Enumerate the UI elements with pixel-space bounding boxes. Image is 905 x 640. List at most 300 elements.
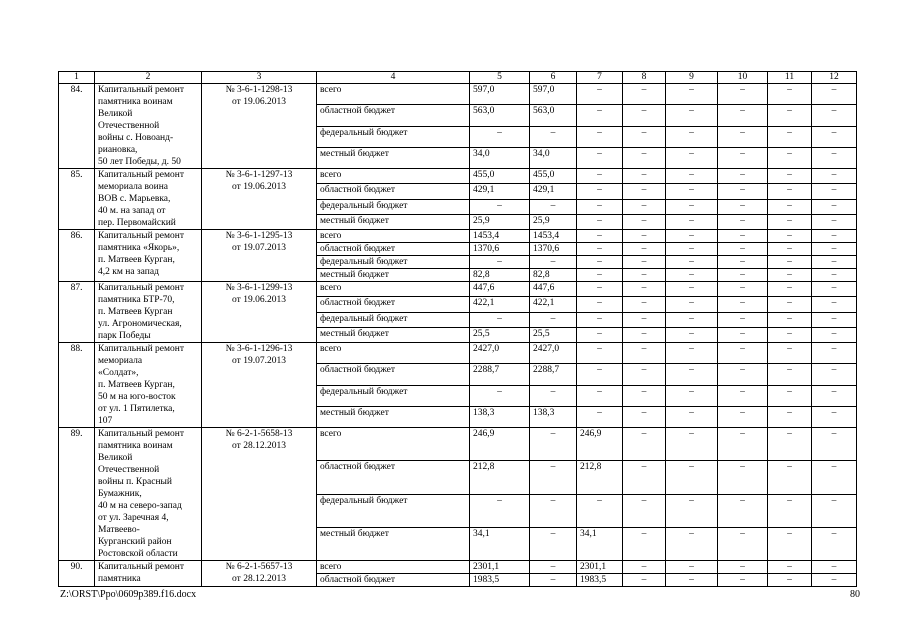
object-name (95, 84, 202, 169)
funding-source: местный бюджет (317, 327, 470, 342)
funding-source: областной бюджет (317, 184, 470, 199)
amount-cell: – (577, 184, 623, 199)
object-name-line: Капитальный ремонт (98, 85, 185, 95)
table-row (59, 169, 857, 184)
amount-cell: – (718, 574, 768, 587)
amount-cell: 2427,0 (530, 343, 577, 364)
amount-cell: – (666, 385, 718, 406)
column-number-5: 5 (470, 72, 530, 84)
amount-cell: – (577, 282, 623, 297)
object-name-line: Капитальный ремонт (98, 344, 185, 354)
amount-cell: – (812, 282, 857, 297)
amount-cell: – (812, 561, 857, 574)
funding-source: всего (317, 428, 470, 461)
amount-cell: – (812, 527, 857, 560)
table-row (59, 84, 857, 105)
column-number-4: 4 (317, 72, 470, 84)
amount-cell: – (666, 494, 718, 527)
document-reference (202, 282, 317, 343)
amount-cell: – (768, 230, 812, 243)
document-reference-line: от 28.12.2013 (232, 441, 286, 451)
amount-cell: – (666, 199, 718, 214)
amount-cell: – (623, 184, 666, 199)
amount-cell: – (718, 126, 768, 147)
amount-cell: – (666, 343, 718, 364)
document-reference (202, 169, 317, 230)
table-row (59, 561, 857, 574)
document-reference-line: № 3-6-1-1296-13 (225, 344, 293, 354)
document-reference-line: № 3-6-1-1297-13 (225, 170, 293, 180)
amount-cell: – (718, 385, 768, 406)
column-number-10: 10 (718, 72, 768, 84)
object-name-line: Великой (98, 453, 133, 463)
document-reference-line: № 3-6-1-1298-13 (225, 85, 293, 95)
amount-cell: – (666, 169, 718, 184)
amount-cell: – (623, 243, 666, 256)
amount-cell: 429,1 (470, 184, 530, 199)
amount-cell: – (768, 385, 812, 406)
document-reference-line: от 19.06.2013 (232, 97, 286, 107)
amount-cell: – (530, 312, 577, 327)
funding-source: федеральный бюджет (317, 256, 470, 269)
amount-cell: – (768, 364, 812, 385)
column-number-3: 3 (202, 72, 317, 84)
table-row (59, 343, 857, 364)
amount-cell: – (812, 126, 857, 147)
document-reference (202, 561, 317, 587)
amount-cell: 597,0 (470, 84, 530, 105)
amount-cell: 422,1 (470, 297, 530, 312)
amount-cell: – (623, 269, 666, 282)
amount-cell: – (812, 406, 857, 427)
table-row (59, 282, 857, 297)
object-name-line: п. Матвеев Курган (98, 307, 173, 317)
entry-number: 85. (59, 169, 95, 230)
amount-cell: – (577, 243, 623, 256)
amount-cell: – (530, 199, 577, 214)
funding-source: областной бюджет (317, 105, 470, 126)
object-name-line: 107 (98, 416, 113, 426)
amount-cell: – (718, 243, 768, 256)
document-reference-line: от 19.06.2013 (232, 295, 286, 305)
funding-source: областной бюджет (317, 574, 470, 587)
amount-cell: – (812, 327, 857, 342)
amount-cell: 138,3 (470, 406, 530, 427)
amount-cell: – (666, 574, 718, 587)
amount-cell: 82,8 (530, 269, 577, 282)
amount-cell: – (666, 406, 718, 427)
amount-cell: – (623, 385, 666, 406)
amount-cell: – (530, 574, 577, 587)
funding-source: областной бюджет (317, 461, 470, 494)
amount-cell: 212,8 (470, 461, 530, 494)
footer-file-path: Z:\ORST\Ppo\0609p389.f16.docx (60, 589, 197, 600)
amount-cell: – (812, 385, 857, 406)
amount-cell: – (530, 126, 577, 147)
object-name-line: Отечественной (98, 465, 160, 475)
amount-cell: – (768, 105, 812, 126)
amount-cell: – (768, 297, 812, 312)
amount-cell: – (768, 282, 812, 297)
amount-cell: – (470, 494, 530, 527)
amount-cell: – (666, 527, 718, 560)
amount-cell: – (666, 184, 718, 199)
funding-source: всего (317, 282, 470, 297)
amount-cell: 447,6 (470, 282, 530, 297)
amount-cell: – (577, 385, 623, 406)
amount-cell: 34,0 (530, 147, 577, 168)
table-row (59, 428, 857, 461)
amount-cell: – (666, 105, 718, 126)
funding-source: всего (317, 561, 470, 574)
object-name-line: 40 м на северо-запад (98, 501, 182, 511)
amount-cell: 25,9 (530, 214, 577, 229)
amount-cell: – (768, 343, 812, 364)
amount-cell: – (623, 147, 666, 168)
amount-cell: – (666, 256, 718, 269)
amount-cell: – (623, 282, 666, 297)
document-reference (202, 428, 317, 561)
funding-source: федеральный бюджет (317, 126, 470, 147)
funding-source: местный бюджет (317, 527, 470, 560)
amount-cell: – (812, 184, 857, 199)
amount-cell: 1983,5 (577, 574, 623, 587)
funding-source: местный бюджет (317, 214, 470, 229)
object-name (95, 343, 202, 428)
amount-cell: – (768, 214, 812, 229)
amount-cell: 34,0 (470, 147, 530, 168)
amount-cell: – (812, 574, 857, 587)
amount-cell: – (718, 269, 768, 282)
amount-cell: – (718, 461, 768, 494)
amount-cell: – (623, 199, 666, 214)
funding-source: всего (317, 169, 470, 184)
object-name-line: Капитальный ремонт (98, 562, 185, 572)
amount-cell: 34,1 (470, 527, 530, 560)
object-name-line: риановка, (98, 145, 138, 155)
object-name-line: от ул. 1 Пятилетка, (98, 404, 175, 414)
funding-source: федеральный бюджет (317, 385, 470, 406)
document-reference-line: № 6-2-1-5657-13 (225, 562, 293, 572)
entry-number: 87. (59, 282, 95, 343)
object-name-line: памятника воинам (98, 441, 173, 451)
entry-number: 88. (59, 343, 95, 428)
entry-number: 84. (59, 84, 95, 169)
amount-cell: – (768, 184, 812, 199)
amount-cell: – (768, 561, 812, 574)
object-name-line: Капитальный ремонт (98, 170, 185, 180)
amount-cell: – (768, 327, 812, 342)
amount-cell: – (530, 461, 577, 494)
amount-cell: – (812, 230, 857, 243)
amount-cell: – (577, 84, 623, 105)
object-name-line: п. Матвеев Курган, (98, 380, 175, 390)
amount-cell: – (768, 527, 812, 560)
object-name (95, 169, 202, 230)
document-reference-line: от 28.12.2013 (232, 574, 286, 584)
amount-cell: – (718, 105, 768, 126)
amount-cell: – (623, 126, 666, 147)
amount-cell: – (718, 343, 768, 364)
object-name-line: памятника «Якорь», (98, 243, 180, 253)
amount-cell: 429,1 (530, 184, 577, 199)
amount-cell: 1983,5 (470, 574, 530, 587)
amount-cell: – (623, 527, 666, 560)
amount-cell: 1453,4 (530, 230, 577, 243)
funding-source: всего (317, 84, 470, 105)
column-number-6: 6 (530, 72, 577, 84)
column-number-12: 12 (812, 72, 857, 84)
amount-cell: – (577, 214, 623, 229)
object-name-line: мемориала воина (98, 182, 169, 192)
funding-source: местный бюджет (317, 147, 470, 168)
amount-cell: 1370,6 (470, 243, 530, 256)
amount-cell: – (577, 169, 623, 184)
amount-cell: 422,1 (530, 297, 577, 312)
amount-cell: – (812, 256, 857, 269)
amount-cell: – (718, 230, 768, 243)
object-name-line: Курганский район (98, 537, 172, 547)
amount-cell: – (530, 494, 577, 527)
amount-cell: 25,5 (470, 327, 530, 342)
amount-cell: – (623, 312, 666, 327)
column-number-9: 9 (666, 72, 718, 84)
amount-cell: – (768, 126, 812, 147)
entry-number: 86. (59, 230, 95, 282)
amount-cell: – (718, 84, 768, 105)
amount-cell: – (666, 327, 718, 342)
amount-cell: 597,0 (530, 84, 577, 105)
amount-cell: – (470, 126, 530, 147)
object-name-line: Капитальный ремонт (98, 231, 185, 241)
amount-cell: – (577, 312, 623, 327)
amount-cell: – (577, 105, 623, 126)
object-name-line: Бумажник, (98, 489, 142, 499)
amount-cell: – (666, 126, 718, 147)
funding-source: всего (317, 343, 470, 364)
amount-cell: – (666, 297, 718, 312)
amount-cell: 2288,7 (470, 364, 530, 385)
funding-source: федеральный бюджет (317, 494, 470, 527)
amount-cell: – (812, 494, 857, 527)
document-reference-line: от 19.06.2013 (232, 182, 286, 192)
amount-cell: – (577, 126, 623, 147)
object-name-line: 40 м. на запад от (98, 206, 166, 216)
amount-cell: – (718, 561, 768, 574)
amount-cell: – (768, 461, 812, 494)
amount-cell: – (812, 364, 857, 385)
object-name-line: войны п. Красный (98, 477, 173, 487)
amount-cell: – (812, 147, 857, 168)
object-name-line: войны с. Новоанд- (98, 133, 174, 143)
amount-cell: – (623, 214, 666, 229)
object-name (95, 230, 202, 282)
page-number: 80 (850, 589, 860, 600)
amount-cell: – (577, 494, 623, 527)
amount-cell: – (718, 494, 768, 527)
object-name-line: парк Победы (98, 331, 151, 341)
amount-cell: – (577, 327, 623, 342)
object-name (95, 282, 202, 343)
amount-cell: – (623, 364, 666, 385)
amount-cell: – (718, 169, 768, 184)
amount-cell: – (768, 406, 812, 427)
amount-cell: – (666, 84, 718, 105)
amount-cell: – (623, 297, 666, 312)
amount-cell: 563,0 (530, 105, 577, 126)
amount-cell: – (530, 428, 577, 461)
amount-cell: – (666, 282, 718, 297)
amount-cell: 34,1 (577, 527, 623, 560)
document-reference-line: № 3-6-1-1295-13 (225, 231, 293, 241)
object-name-line: памятника воинам (98, 97, 173, 107)
document-reference-line: от 19.07.2013 (232, 243, 286, 253)
amount-cell: 82,8 (470, 269, 530, 282)
amount-cell: – (768, 256, 812, 269)
amount-cell: – (768, 169, 812, 184)
funding-source: федеральный бюджет (317, 312, 470, 327)
amount-cell: – (530, 527, 577, 560)
amount-cell: 138,3 (530, 406, 577, 427)
amount-cell: – (530, 561, 577, 574)
column-number-8: 8 (623, 72, 666, 84)
funding-source: федеральный бюджет (317, 199, 470, 214)
amount-cell: – (577, 406, 623, 427)
object-name-line: Капитальный ремонт (98, 429, 185, 439)
amount-cell: – (768, 147, 812, 168)
column-number-1: 1 (59, 72, 95, 84)
amount-cell: 2427,0 (470, 343, 530, 364)
column-number-7: 7 (577, 72, 623, 84)
amount-cell: – (718, 147, 768, 168)
amount-cell: – (812, 461, 857, 494)
amount-cell: – (623, 574, 666, 587)
object-name-line: Матвеево- (98, 525, 140, 535)
column-number-2: 2 (95, 72, 202, 84)
amount-cell: – (666, 561, 718, 574)
object-name-line: Капитальный ремонт (98, 283, 185, 293)
amount-cell: – (530, 385, 577, 406)
amount-cell: – (623, 494, 666, 527)
amount-cell: – (812, 297, 857, 312)
funding-source: местный бюджет (317, 406, 470, 427)
amount-cell: – (812, 214, 857, 229)
amount-cell: – (666, 230, 718, 243)
amount-cell: – (718, 297, 768, 312)
amount-cell: 455,0 (530, 169, 577, 184)
amount-cell: – (623, 256, 666, 269)
amount-cell: – (718, 256, 768, 269)
object-name (95, 428, 202, 561)
entry-number: 89. (59, 428, 95, 561)
amount-cell: 2301,1 (470, 561, 530, 574)
amount-cell: – (577, 199, 623, 214)
amount-cell: – (530, 256, 577, 269)
object-name-line: мемориала (98, 356, 143, 366)
amount-cell: – (768, 574, 812, 587)
amount-cell: – (812, 269, 857, 282)
object-name (95, 561, 202, 587)
amount-cell: – (623, 461, 666, 494)
amount-cell: – (623, 428, 666, 461)
document-reference (202, 230, 317, 282)
amount-cell: – (577, 269, 623, 282)
amount-cell: – (470, 199, 530, 214)
amount-cell: – (768, 494, 812, 527)
amount-cell: – (718, 199, 768, 214)
amount-cell: – (812, 343, 857, 364)
column-number-11: 11 (768, 72, 812, 84)
amount-cell: – (812, 105, 857, 126)
amount-cell: – (718, 282, 768, 297)
amount-cell: – (768, 199, 812, 214)
document-reference-line: от 19.07.2013 (232, 356, 286, 366)
amount-cell: – (718, 406, 768, 427)
object-name-line: п. Матвеев Курган, (98, 255, 175, 265)
entry-number: 90. (59, 561, 95, 587)
amount-cell: – (812, 312, 857, 327)
amount-cell: 447,6 (530, 282, 577, 297)
amount-cell: 455,0 (470, 169, 530, 184)
amount-cell: – (577, 147, 623, 168)
amount-cell: – (812, 428, 857, 461)
object-name-line: от ул. Заречная 4, (98, 513, 169, 523)
funding-source: областной бюджет (317, 243, 470, 256)
amount-cell: – (666, 461, 718, 494)
amount-cell: – (623, 84, 666, 105)
amount-cell: – (718, 184, 768, 199)
object-name-line: памятника (98, 574, 141, 584)
object-name-line: 50 лет Победы, д. 50 (98, 157, 181, 167)
object-name-line: Ростовской области (98, 549, 178, 559)
object-name-line: 50 м на юго-восток (98, 392, 176, 402)
amount-cell: – (666, 147, 718, 168)
amount-cell: – (470, 256, 530, 269)
amount-cell: – (812, 243, 857, 256)
object-name-line: Отечественной (98, 121, 160, 131)
amount-cell: – (577, 256, 623, 269)
document-reference-line: № 6-2-1-5658-13 (225, 429, 293, 439)
amount-cell: – (623, 343, 666, 364)
amount-cell: – (470, 385, 530, 406)
amount-cell: – (768, 312, 812, 327)
amount-cell: – (812, 199, 857, 214)
amount-cell: – (718, 364, 768, 385)
document-reference (202, 84, 317, 169)
amount-cell: – (768, 243, 812, 256)
amount-cell: – (666, 364, 718, 385)
amount-cell: – (623, 327, 666, 342)
amount-cell: – (768, 269, 812, 282)
header-row (59, 72, 857, 84)
document-reference-line: № 3-6-1-1299-13 (225, 283, 293, 293)
funding-source: областной бюджет (317, 364, 470, 385)
funding-source: областной бюджет (317, 297, 470, 312)
amount-cell: – (718, 428, 768, 461)
amount-cell: – (718, 312, 768, 327)
amount-cell: – (666, 243, 718, 256)
amount-cell: 212,8 (577, 461, 623, 494)
amount-cell: – (623, 105, 666, 126)
amount-cell: – (623, 561, 666, 574)
amount-cell: 563,0 (470, 105, 530, 126)
amount-cell: – (812, 84, 857, 105)
program-table (58, 71, 857, 587)
object-name-line: памятника БТР-70, (98, 295, 175, 305)
amount-cell: 246,9 (470, 428, 530, 461)
object-name-line: пер. Первомайский (98, 218, 176, 228)
object-name-line: ВОВ с. Марьевка, (98, 194, 171, 204)
